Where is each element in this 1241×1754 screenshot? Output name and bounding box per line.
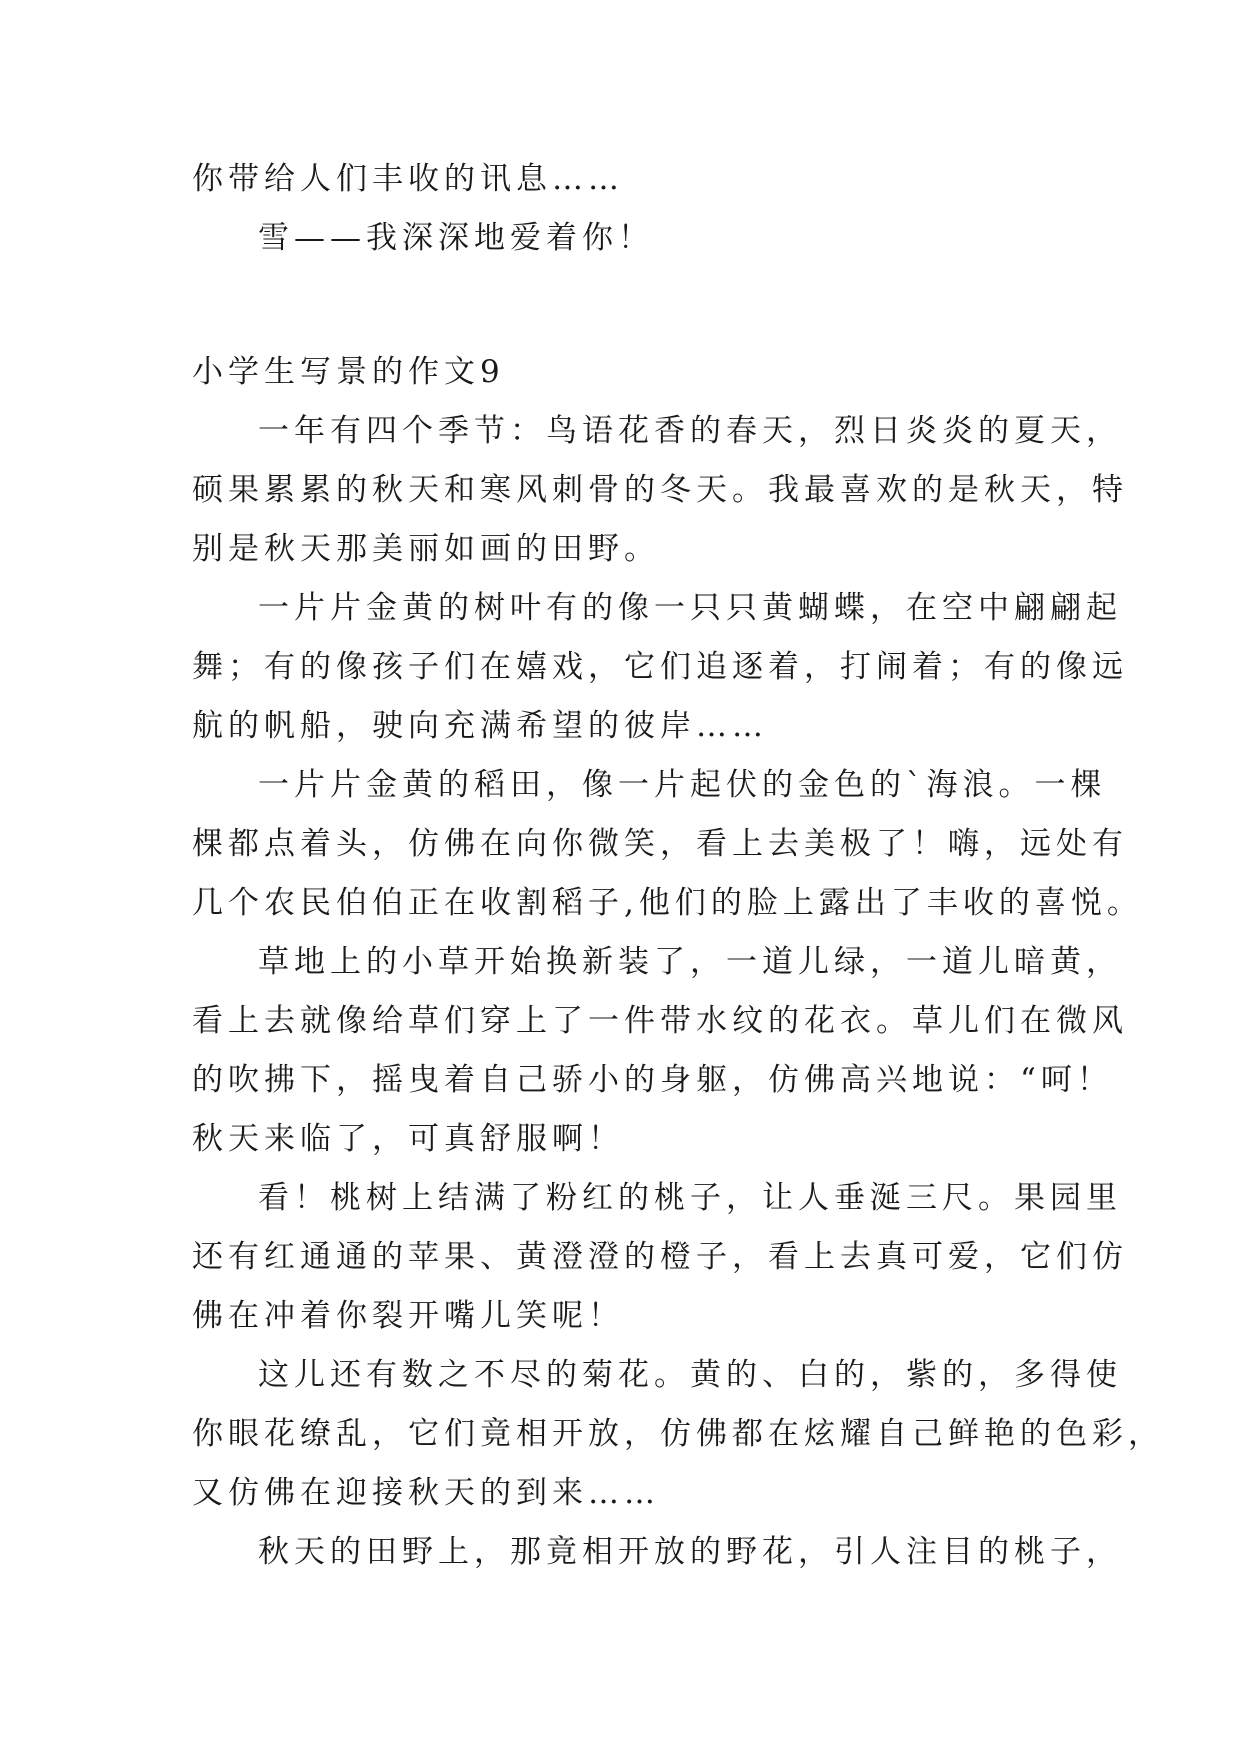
paragraph-line: 这儿还有数之不尽的菊花。黄的、白的，紫的，多得使: [258, 1357, 1122, 1393]
paragraph-line: 别是秋天那美丽如画的田野。: [192, 531, 660, 567]
paragraph-line: 几个农民伯伯正在收割稻子,他们的脸上露出了丰收的喜悦。: [192, 885, 1143, 921]
paragraph-line: 看上去就像给草们穿上了一件带水纹的花衣。草儿们在微风: [192, 1003, 1128, 1039]
document-body: [192, 150, 1164, 1582]
paragraph-line: 佛在冲着你裂开嘴儿笑呢！: [192, 1298, 624, 1334]
paragraph-line: 你眼花缭乱，它们竟相开放，仿佛都在炫耀自己鲜艳的色彩，: [192, 1416, 1164, 1452]
paragraph-line: 一片片金黄的稻田，像一片起伏的金色的`海浪。一棵: [258, 767, 1107, 803]
paragraph-line: 棵都点着头，仿佛在向你微笑，看上去美极了！嗨，远处有: [192, 826, 1128, 862]
paragraph: [192, 1346, 1164, 1523]
paragraph-line: 航的帆船，驶向充满希望的彼岸……: [192, 708, 768, 744]
paragraph-line: 还有红通通的苹果、黄澄澄的橙子，看上去真可爱，它们仿: [192, 1239, 1128, 1275]
paragraph: [192, 756, 1143, 933]
essay-title: 小学生写景的作文9: [192, 354, 505, 390]
paragraph: [192, 1169, 1128, 1346]
section-gap: [192, 268, 1072, 343]
paragraph: [192, 402, 1128, 579]
paragraph: [192, 933, 1128, 1169]
paragraph-line: 一年有四个季节：鸟语花香的春天，烈日炎炎的夏天，: [258, 413, 1122, 449]
prev-essay-line: 你带给人们丰收的讯息……: [192, 161, 624, 197]
paragraph-line: 草地上的小草开始换新装了，一道儿绿，一道儿暗黄，: [258, 944, 1122, 980]
paragraph-line: 又仿佛在迎接秋天的到来……: [192, 1475, 660, 1511]
paragraph-line: 舞；有的像孩子们在嬉戏，它们追逐着，打闹着；有的像远: [192, 649, 1128, 685]
paragraph: [192, 1523, 1122, 1582]
paragraph: [192, 579, 1128, 756]
paragraph-line: 看！桃树上结满了粉红的桃子，让人垂涎三尺。果园里: [258, 1180, 1122, 1216]
paragraph-line: 一片片金黄的树叶有的像一只只黄蝴蝶，在空中翩翩起: [258, 590, 1122, 626]
paragraph-line: 硕果累累的秋天和寒风刺骨的冬天。我最喜欢的是秋天，特: [192, 472, 1128, 508]
paragraph-line: 秋天来临了，可真舒服啊！: [192, 1121, 624, 1157]
paragraph-line: 的吹拂下，摇曳着自己骄小的身躯，仿佛高兴地说：“呵！: [192, 1062, 1113, 1098]
paragraph-line: 秋天的田野上，那竟相开放的野花，引人注目的桃子，: [258, 1534, 1122, 1570]
prev-essay-closing-line: 雪——我深深地爱着你！: [258, 220, 654, 256]
